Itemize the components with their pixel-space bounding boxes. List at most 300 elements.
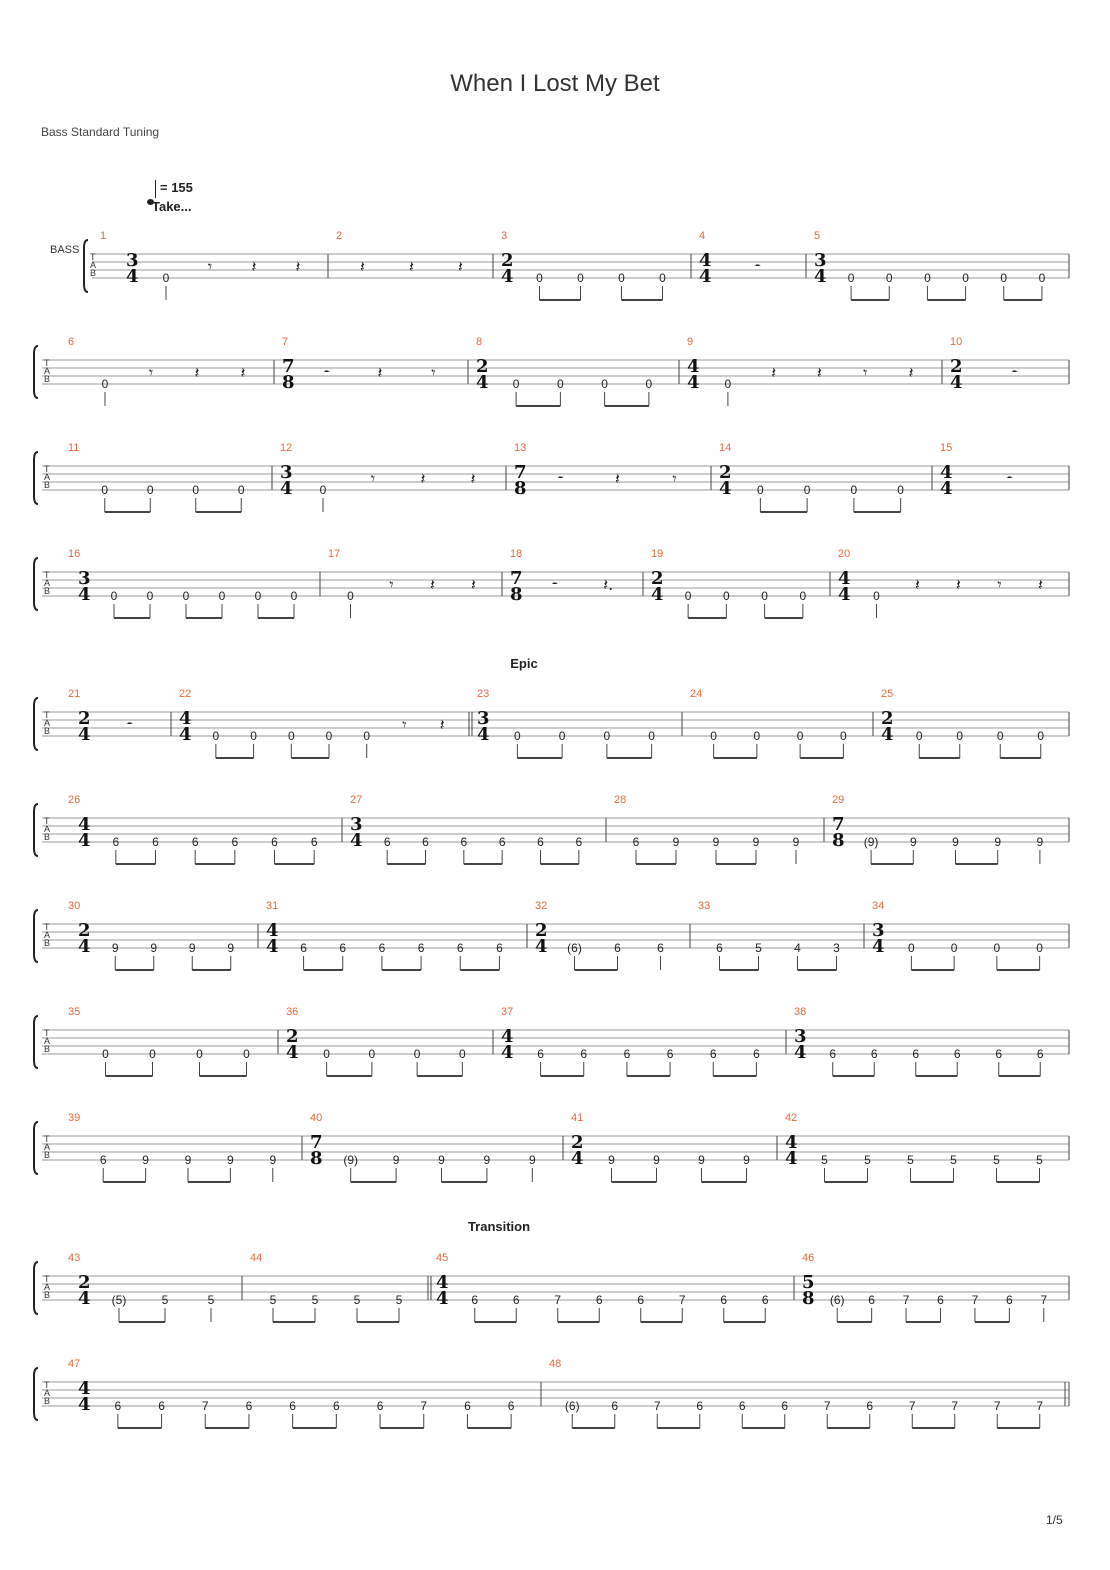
measure-number: 43 <box>68 1252 81 1264</box>
tab-fret-number: 9 <box>392 1153 400 1167</box>
time-signature-bottom: 4 <box>78 584 91 605</box>
time-signature-bottom: 4 <box>501 266 514 287</box>
measure-number: 17 <box>328 548 341 560</box>
track-label: BASS <box>50 244 80 256</box>
time-signature-top: 3 <box>78 568 91 589</box>
tab-fret-number: 0 <box>243 1047 250 1061</box>
rest-symbol: 𝄾 <box>402 715 407 734</box>
time-signature-top: 2 <box>476 356 489 377</box>
tab-fret-number: (6) <box>567 941 582 955</box>
rest-symbol: 𝄾 <box>997 575 1002 594</box>
tab-fret-number: 5 <box>269 1293 277 1307</box>
rest-symbol: 𝄼 <box>551 575 558 594</box>
tab-fret-number: 6 <box>417 941 425 955</box>
tab-fret-number: 0 <box>196 1047 203 1061</box>
tab-fret-number: 6 <box>868 1293 875 1307</box>
measure-number: 38 <box>794 1006 807 1018</box>
tab-fret-number: 9 <box>438 1153 445 1167</box>
tab-clef-letter: T <box>44 1028 50 1038</box>
tab-fret-number: 6 <box>781 1399 789 1413</box>
measure-number: 5 <box>814 230 821 242</box>
rest-symbol: 𝄼 <box>323 363 330 382</box>
tab-fret-number: 6 <box>422 835 429 849</box>
time-signature-top: 7 <box>282 356 295 377</box>
tab-fret-number: 5 <box>755 941 762 955</box>
tab-fret-number: 0 <box>413 1047 421 1061</box>
tuning-label: Bass Standard Tuning <box>41 125 160 139</box>
tab-fret-number: 7 <box>678 1293 686 1307</box>
system-bracket <box>34 698 38 750</box>
measure-number: 2 <box>336 230 343 242</box>
tab-fret-number: 0 <box>915 729 923 743</box>
tab-fret-number: 6 <box>464 1399 471 1413</box>
rest-symbol: 𝄼 <box>557 469 564 488</box>
tab-fret-number: 0 <box>897 483 904 497</box>
tab-fret-number: 6 <box>1006 1293 1013 1307</box>
measure-number: 27 <box>350 794 363 806</box>
tab-fret-number: 9 <box>528 1153 536 1167</box>
tab-fret-number: 7 <box>902 1293 910 1307</box>
measure-number: 32 <box>535 900 548 912</box>
rest-symbol: 𝄼 <box>126 715 133 734</box>
tab-fret-number: 0 <box>1038 271 1046 285</box>
measure-number: 25 <box>881 688 894 700</box>
rest-symbol: 𝄼 <box>1006 469 1013 488</box>
rest-symbol: 𝄽 <box>908 363 914 382</box>
tab-fret-number: 5 <box>207 1293 215 1307</box>
tab-fret-number: 7 <box>908 1399 916 1413</box>
tab-clef-letter: A <box>44 1282 51 1292</box>
tab-fret-number: 0 <box>803 483 811 497</box>
tab-fret-number: 0 <box>1037 729 1045 743</box>
measure-number: 34 <box>872 900 885 912</box>
tab-fret-number: 9 <box>483 1153 491 1167</box>
tab-fret-number: 9 <box>743 1153 750 1167</box>
time-signature-top: 4 <box>940 462 953 483</box>
tab-fret-number: 0 <box>684 589 692 603</box>
tab-fret-number: (6) <box>829 1293 845 1307</box>
tab-fret-number: 0 <box>319 483 327 497</box>
tab-fret-number: 0 <box>950 941 958 955</box>
tab-fret-number: 0 <box>146 483 154 497</box>
tab-fret-number: 6 <box>696 1399 704 1413</box>
measure-number: 45 <box>436 1252 449 1264</box>
time-signature-bottom: 4 <box>78 936 91 957</box>
tab-fret-number: 5 <box>993 1153 1000 1167</box>
tab-fret-number: 9 <box>227 941 235 955</box>
system-bracket <box>34 1122 38 1174</box>
measure-number: 31 <box>266 900 279 912</box>
time-signature-top: 4 <box>78 1378 91 1399</box>
tab-fret-number: 7 <box>993 1399 1001 1413</box>
rest-symbol: 𝄽 <box>409 257 414 276</box>
tab-fret-number: 0 <box>710 729 717 743</box>
measure-number: 15 <box>940 442 953 454</box>
time-signature-top: 2 <box>78 708 91 729</box>
tab-fret-number: 0 <box>601 377 608 391</box>
measure-number: 4 <box>699 230 706 242</box>
tab-fret-number: 0 <box>1036 941 1043 955</box>
tab-fret-number: (9) <box>343 1153 359 1167</box>
time-signature-bottom: 4 <box>78 1288 91 1309</box>
tab-fret-number: 9 <box>994 835 1002 849</box>
rest-symbol: 𝄽 <box>1038 575 1043 594</box>
tab-fret-number: 6 <box>99 1153 107 1167</box>
tab-fret-number: 0 <box>557 377 564 391</box>
section-label-transition: Transition <box>467 1219 531 1234</box>
tab-fret-number: 6 <box>339 941 347 955</box>
tab-clef-letter: A <box>44 1036 51 1046</box>
measure-number: 42 <box>785 1112 798 1124</box>
rest-symbol: 𝄽 <box>771 363 777 382</box>
time-signature-bottom: 4 <box>78 830 91 851</box>
time-signature-top: 3 <box>794 1026 807 1047</box>
measure-number: 14 <box>719 442 732 454</box>
time-signature-top: 3 <box>280 462 293 483</box>
measure-number: 3 <box>501 230 508 242</box>
tab-fret-number: 6 <box>595 1293 603 1307</box>
measure-number: 24 <box>690 688 703 700</box>
measure-number: 13 <box>514 442 527 454</box>
measure-number: 30 <box>68 900 81 912</box>
tab-fret-number: 5 <box>161 1293 169 1307</box>
tab-fret-number: 6 <box>611 1399 619 1413</box>
tab-fret-number: 0 <box>840 729 847 743</box>
system-bracket <box>34 1368 38 1420</box>
time-signature-bottom: 4 <box>651 584 664 605</box>
tab-clef-letter: A <box>44 1388 51 1398</box>
tab-clef-letter: B <box>90 268 97 278</box>
tab-fret-number: 6 <box>1036 1047 1044 1061</box>
measure-number: 40 <box>310 1112 323 1124</box>
rest-symbol: 𝄾 <box>672 469 677 488</box>
tab-fret-number: 0 <box>102 1047 109 1061</box>
tab-clef-letter: T <box>44 464 50 474</box>
time-signature-bottom: 4 <box>719 478 732 499</box>
tab-fret-number: 5 <box>311 1293 319 1307</box>
tab-fret-number: 9 <box>188 941 196 955</box>
tab-clef-letter: B <box>44 586 51 596</box>
rest-symbol: 𝄽 <box>458 257 463 276</box>
tab-fret-number: 6 <box>114 1399 122 1413</box>
tab-fret-number: 0 <box>850 483 858 497</box>
measure-number: 22 <box>179 688 192 700</box>
tab-fret-number: 9 <box>653 1153 660 1167</box>
tab-fret-number: 6 <box>245 1399 253 1413</box>
time-signature-bottom: 4 <box>501 1042 514 1063</box>
rest-symbol: 𝄾 <box>863 363 868 382</box>
time-signature-bottom: 4 <box>794 1042 807 1063</box>
rest-symbol: 𝄾 <box>148 363 154 382</box>
tab-clef-letter: T <box>44 922 50 932</box>
tab-fret-number: 9 <box>952 835 959 849</box>
time-signature-bottom: 4 <box>179 724 192 745</box>
tab-clef-letter: T <box>44 816 50 826</box>
tab-fret-number: 0 <box>908 941 915 955</box>
tab-fret-number: 6 <box>657 941 664 955</box>
tab-fret-number: 6 <box>310 835 318 849</box>
time-signature-bottom: 8 <box>514 478 527 499</box>
section-marker: Take... <box>152 199 192 214</box>
tab-fret-number: (5) <box>111 1293 127 1307</box>
tab-fret-number: 0 <box>363 729 371 743</box>
time-signature-bottom: 4 <box>535 936 548 957</box>
tab-fret-number: 9 <box>608 1153 615 1167</box>
tab-fret-number: 9 <box>1036 835 1044 849</box>
time-signature-top: 2 <box>950 356 963 377</box>
tab-fret-number: 0 <box>162 271 170 285</box>
tab-fret-number: 0 <box>368 1047 376 1061</box>
rest-symbol: 𝄽 <box>471 575 476 594</box>
tab-fret-number: 0 <box>237 483 245 497</box>
time-signature-top: 7 <box>510 568 523 589</box>
tab-fret-number: 0 <box>603 729 611 743</box>
time-signature-top: 7 <box>310 1132 323 1153</box>
tab-fret-number: 7 <box>823 1399 831 1413</box>
time-signature-bottom: 4 <box>687 372 700 393</box>
tab-fret-number: 6 <box>829 1047 837 1061</box>
time-signature-top: 2 <box>571 1132 584 1153</box>
tab-fret-number: 6 <box>378 941 386 955</box>
time-signature-bottom: 8 <box>282 372 295 393</box>
tab-fret-number: 5 <box>864 1153 871 1167</box>
tab-fret-number: 9 <box>269 1153 277 1167</box>
section-label-epic: Epic <box>510 656 538 671</box>
tab-fret-number: 0 <box>996 729 1004 743</box>
tab-clef-letter: B <box>44 480 51 490</box>
time-signature-bottom: 4 <box>78 1394 91 1415</box>
tab-fret-number: 9 <box>792 835 800 849</box>
tab-fret-number: 0 <box>250 729 257 743</box>
tab-fret-number: 0 <box>290 589 298 603</box>
tab-clef-letter: A <box>44 1142 51 1152</box>
measure-number: 47 <box>68 1358 81 1370</box>
system-bracket <box>34 1016 38 1068</box>
tab-fret-number: 0 <box>323 1047 330 1061</box>
tab-fret-number: 6 <box>666 1047 674 1061</box>
tab-clef-letter: T <box>44 710 50 720</box>
measure-number: 33 <box>698 900 711 912</box>
tab-fret-number: 7 <box>554 1293 562 1307</box>
time-signature-bottom: 4 <box>266 936 279 957</box>
time-signature-bottom: 4 <box>477 724 490 745</box>
tab-fret-number: 0 <box>993 941 1001 955</box>
tab-clef-letter: A <box>44 578 51 588</box>
measure-number: 20 <box>838 548 851 560</box>
tab-fret-number: 0 <box>149 1047 156 1061</box>
tab-fret-number: 6 <box>761 1293 769 1307</box>
rest-symbol: 𝄽 <box>430 575 435 594</box>
tab-fret-number: 0 <box>101 377 109 391</box>
tab-clef-letter: B <box>44 1044 51 1054</box>
tab-fret-number: 6 <box>637 1293 645 1307</box>
tab-fret-number: 0 <box>757 483 764 497</box>
time-signature-bottom: 4 <box>78 724 91 745</box>
tab-fret-number: 6 <box>720 1293 728 1307</box>
tab-fret-number: 6 <box>383 835 391 849</box>
system-bracket <box>34 910 38 962</box>
tab-fret-number: 6 <box>158 1399 165 1413</box>
rest-symbol: 𝄽. <box>603 575 614 594</box>
tab-clef-letter: T <box>44 1134 50 1144</box>
system-bracket <box>34 346 38 398</box>
tab-fret-number: 6 <box>623 1047 631 1061</box>
tab-fret-number: 0 <box>459 1047 466 1061</box>
tab-fret-number: 6 <box>231 835 239 849</box>
tab-fret-number: 6 <box>614 941 621 955</box>
tab-fret-number: 6 <box>709 1047 717 1061</box>
tab-fret-number: 6 <box>753 1047 760 1061</box>
tab-fret-number: 7 <box>951 1399 959 1413</box>
time-signature-bottom: 4 <box>950 372 963 393</box>
tab-fret-number: 0 <box>192 483 200 497</box>
time-signature-bottom: 4 <box>838 584 851 605</box>
rest-symbol: 𝄽 <box>615 469 620 488</box>
tab-fret-number: 0 <box>1000 271 1008 285</box>
tab-fret-number: 5 <box>907 1153 914 1167</box>
tab-fret-number: 6 <box>496 941 503 955</box>
rest-symbol: 𝄾 <box>370 469 376 488</box>
time-signature-bottom: 8 <box>802 1288 815 1309</box>
tab-clef-letter: A <box>44 366 51 376</box>
tab-clef-letter: B <box>44 726 51 736</box>
time-signature-top: 5 <box>802 1272 815 1293</box>
time-signature-top: 3 <box>350 814 363 835</box>
time-signature-bottom: 8 <box>310 1148 323 1169</box>
tab-fret-number: 9 <box>712 835 720 849</box>
tab-fret-number: 9 <box>672 835 680 849</box>
rest-symbol: 𝄽 <box>915 575 920 594</box>
time-signature-top: 2 <box>78 1272 91 1293</box>
measure-number: 19 <box>651 548 664 560</box>
tab-clef-letter: B <box>44 938 51 948</box>
tab-clef-letter: T <box>44 358 50 368</box>
time-signature-top: 2 <box>881 708 894 729</box>
tab-fret-number: 4 <box>794 941 801 955</box>
measure-number: 41 <box>571 1112 584 1124</box>
tab-fret-number: 0 <box>110 589 118 603</box>
time-signature-top: 4 <box>266 920 279 941</box>
tab-fret-number: 6 <box>912 1047 920 1061</box>
tab-fret-number: 0 <box>558 729 566 743</box>
tab-fret-number: 7 <box>201 1399 209 1413</box>
time-signature-bottom: 4 <box>126 266 139 287</box>
time-signature-top: 3 <box>872 920 885 941</box>
tab-fret-number: 6 <box>471 1293 479 1307</box>
tab-fret-number: 0 <box>648 729 655 743</box>
rest-symbol: 𝄽 <box>956 575 961 594</box>
rest-symbol: 𝄼 <box>1011 363 1018 382</box>
tab-fret-number: 0 <box>659 271 666 285</box>
tab-fret-number: 0 <box>618 271 625 285</box>
rest-symbol: 𝄼 <box>754 257 761 276</box>
tab-fret-number: 6 <box>460 835 468 849</box>
measure-number: 35 <box>68 1006 81 1018</box>
system-bracket <box>34 804 38 856</box>
time-signature-bottom: 8 <box>510 584 523 605</box>
tab-clef-letter: B <box>44 374 51 384</box>
time-signature-top: 4 <box>179 708 192 729</box>
rest-symbol: 𝄽 <box>251 257 257 276</box>
tab-fret-number: 0 <box>924 271 931 285</box>
tab-fret-number: 6 <box>152 835 159 849</box>
tab-fret-number: 6 <box>191 835 199 849</box>
measure-number: 16 <box>68 548 81 560</box>
tab-fret-number: 6 <box>716 941 723 955</box>
tab-fret-number: 9 <box>111 941 119 955</box>
time-signature-top: 2 <box>286 1026 299 1047</box>
tab-fret-number: 6 <box>512 1293 520 1307</box>
tab-fret-number: 9 <box>752 835 760 849</box>
tab-fret-number: 6 <box>456 941 464 955</box>
measure-number: 11 <box>68 442 80 454</box>
measure-number: 36 <box>286 1006 299 1018</box>
tab-fret-number: 6 <box>498 835 506 849</box>
system-bracket <box>34 558 38 610</box>
tab-fret-number: 7 <box>1036 1399 1044 1413</box>
tab-fret-number: 0 <box>514 729 521 743</box>
time-signature-top: 7 <box>832 814 845 835</box>
tab-fret-number: 9 <box>150 941 158 955</box>
measure-number: 21 <box>68 688 81 700</box>
tab-fret-number: 0 <box>101 483 109 497</box>
time-signature-bottom: 4 <box>350 830 363 851</box>
tab-fret-number: 0 <box>325 729 333 743</box>
tab-fret-number: 6 <box>870 1047 878 1061</box>
tab-fret-number: (9) <box>863 835 879 849</box>
rest-symbol: 𝄽 <box>420 469 426 488</box>
tab-fret-number: 9 <box>698 1153 705 1167</box>
time-signature-top: 4 <box>838 568 851 589</box>
tab-fret-number: 9 <box>142 1153 149 1167</box>
tab-fret-number: 6 <box>112 835 120 849</box>
tab-fret-number: 0 <box>645 377 653 391</box>
tab-fret-number: 6 <box>937 1293 944 1307</box>
tab-fret-number: 0 <box>799 589 807 603</box>
tab-fret-number: 0 <box>218 589 226 603</box>
tab-fret-number: 0 <box>146 589 154 603</box>
tab-fret-number: 5 <box>353 1293 361 1307</box>
tab-clef-letter: A <box>44 718 51 728</box>
tab-clef-letter: B <box>44 832 51 842</box>
tab-fret-number: 7 <box>1040 1293 1048 1307</box>
time-signature-bottom: 4 <box>814 266 827 287</box>
tab-fret-number: 0 <box>761 589 768 603</box>
time-signature-top: 4 <box>501 1026 514 1047</box>
time-signature-top: 2 <box>78 920 91 941</box>
time-signature-top: 3 <box>814 250 827 271</box>
tab-fret-number: 5 <box>1036 1153 1043 1167</box>
tab-fret-number: 0 <box>536 271 543 285</box>
tab-fret-number: 0 <box>724 377 732 391</box>
time-signature-bottom: 4 <box>476 372 489 393</box>
tab-fret-number: 7 <box>971 1293 979 1307</box>
tab-fret-number: 6 <box>507 1399 515 1413</box>
measure-number: 48 <box>549 1358 562 1370</box>
tab-fret-number: 6 <box>580 1047 588 1061</box>
tab-fret-number: 9 <box>227 1153 234 1167</box>
measure-number: 46 <box>802 1252 815 1264</box>
tab-fret-number: 6 <box>333 1399 340 1413</box>
tab-fret-number: 6 <box>300 941 307 955</box>
tab-fret-number: 9 <box>184 1153 192 1167</box>
tab-clef-letter: B <box>44 1290 51 1300</box>
measure-number: 39 <box>68 1112 81 1124</box>
time-signature-bottom: 4 <box>699 266 712 287</box>
time-signature-top: 4 <box>699 250 712 271</box>
page-number: 1/5 <box>1046 1513 1063 1527</box>
tab-fret-number: 6 <box>376 1399 384 1413</box>
